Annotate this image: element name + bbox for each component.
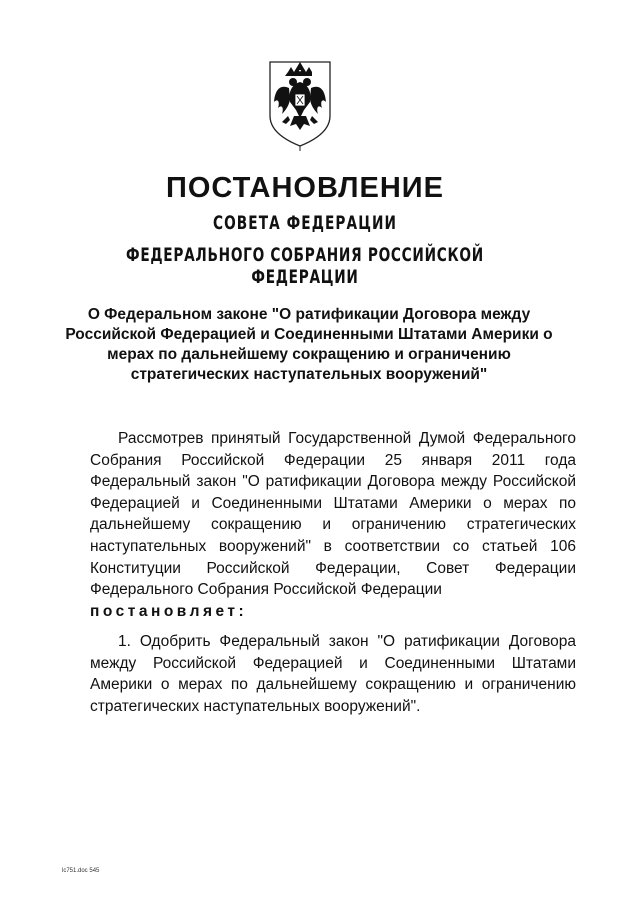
paragraph-1-text: Рассмотрев принятый Государственной Думой Федерального Собрания Российской Федерации 25 января 2011 года Федеральный закон "О ратификации Договора между Российской Федерацией и Соединенными Штатами Америки о мерах по дальнейшему сокращению и ограничению стратегических наступательных вооружений" в соответствии со статьей 106 Конституции Российской Федерации, Совет Федерации Федерального Собрания Российской Федерации	[90, 430, 576, 599]
document-title: ПОСТАНОВЛЕНИЕ	[166, 172, 444, 204]
body-paragraph-1	[90, 428, 576, 622]
issuer-subtitle-secondary: ФЕДЕРАЛЬНОГО СОБРАНИЯ РОССИЙСКОЙ ФЕДЕРАЦИИ	[126, 244, 484, 288]
body-paragraph-2	[90, 631, 576, 717]
paragraph-1-emphasis: постановляет:	[90, 602, 248, 620]
issuer-subtitle: СОВЕТА ФЕДЕРАЦИИ	[212, 212, 398, 234]
coat-of-arms-emblem-icon	[266, 58, 334, 152]
paragraph-2-text: 1. Одобрить Федеральный закон "О ратификации Договора между Российской Федерацией и Соединенными Штатами Америки о мерах по дальнейшему сокращению и ограничению стратегических наступательных вооружений".	[90, 633, 576, 715]
footer-code: lc751.doc 545	[62, 868, 100, 874]
resolution-heading: О Федеральном законе "О ратификации Договора между Российской Федерацией и Соединенными Штатами Америки о мерах по дальнейшему сокращению и ограничению стратегических наступательных вооружений"	[65, 306, 553, 383]
